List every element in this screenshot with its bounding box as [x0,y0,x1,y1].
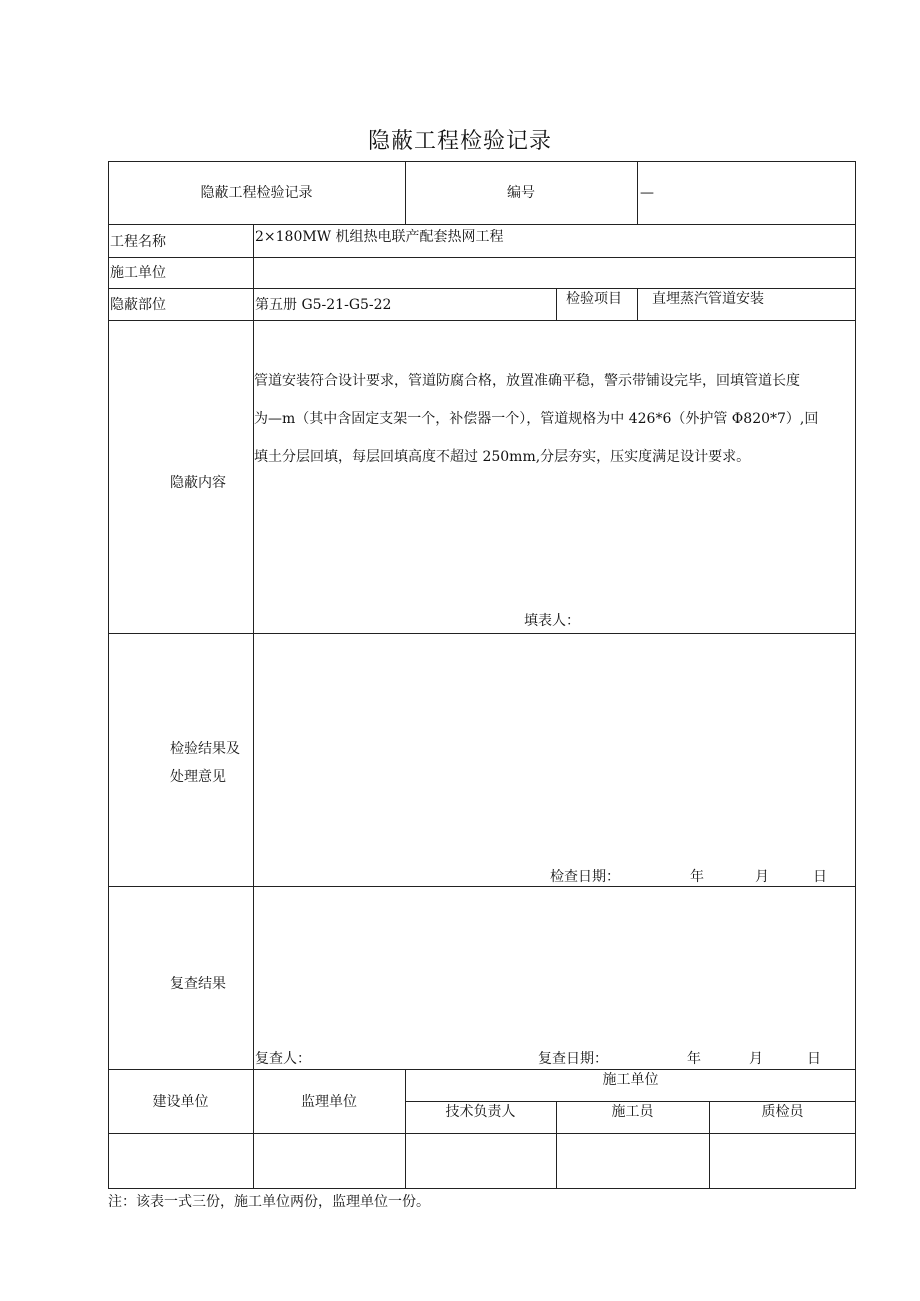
hidden-part-label: 隐蔽部位 [110,297,166,313]
inspection-date-month: 月 [755,869,769,885]
table-row-divider [108,633,856,634]
contractor-unit-label: 施工单位 [602,1072,659,1088]
hidden-part-value: 第五册 G5-21-G5-22 [255,297,392,313]
table-row-divider [108,320,856,321]
construction-unit-label: 施工单位 [110,265,166,281]
record-label: 隐蔽工程检验记录 [200,185,313,201]
inspection-date-day: 日 [813,869,827,885]
qc-label: 质检员 [761,1104,804,1120]
inspection-item-label: 检验项目 [566,291,622,307]
review-date-year: 年 [687,1051,701,1067]
hidden-content-label: 隐蔽内容 [170,475,226,491]
hidden-content-line: 填土分层回填，每层回填高度不超过 250mm,分层夯实，压实度满足设计要求。 [254,449,751,465]
table-col-divider [405,1069,406,1189]
table-border-right [855,161,856,1189]
table-border-top [108,161,856,162]
reviewer-label: 复查人： [255,1051,311,1067]
table-row-divider [108,224,856,225]
table-row-divider [405,1101,856,1102]
owner-unit-label: 建设单位 [152,1094,209,1110]
number-value: — [640,185,654,201]
hidden-content-line: 为—m（其中含固定支架一个，补偿器一个），管道规格为中 426*6（外护管 Φ820*7）,回 [254,411,819,427]
project-name-value: 2×180MW 机组热电联产配套热网工程 [255,229,504,245]
table-col-divider [637,161,638,225]
inspection-label-line1: 检验结果及 [170,741,240,757]
inspection-label-line2: 处理意见 [170,769,226,785]
table-row-divider [108,1069,856,1070]
table-col-divider [253,1069,254,1189]
filler-label: 填表人： [524,613,580,629]
document-title: 隐蔽工程检验记录 [367,129,552,154]
footer-note: 注：该表一式三份，施工单位两份，监理单位一份。 [108,1194,430,1210]
table-border-left [108,161,109,1189]
supervisor-unit-label: 监理单位 [301,1094,357,1110]
review-label: 复查结果 [170,976,226,992]
table-border-bottom [108,1188,856,1189]
table-col-divider [253,224,254,1069]
review-date-month: 月 [749,1051,763,1067]
table-col-divider [637,288,638,321]
inspection-item-value: 直埋蒸汽管道安装 [652,291,764,307]
inspection-date-year: 年 [690,869,704,885]
table-col-divider [556,288,557,321]
project-name-label: 工程名称 [110,234,166,250]
inspection-date-label: 检查日期： [550,869,620,885]
table-row-divider [108,288,856,289]
review-date-label: 复查日期： [538,1051,608,1067]
table-row-divider [108,257,856,258]
worker-label: 施工员 [611,1104,654,1120]
table-row-divider [108,886,856,887]
number-label: 编号 [507,185,535,201]
hidden-content-line: 管道安装符合设计要求，管道防腐合格，放置准确平稳，警示带铺设完毕，回填管道长度 [254,373,800,389]
hidden-content-text [254,362,854,476]
table-row-divider [108,1133,856,1134]
review-date-day: 日 [807,1051,821,1067]
tech-lead-label: 技术负责人 [445,1104,516,1120]
